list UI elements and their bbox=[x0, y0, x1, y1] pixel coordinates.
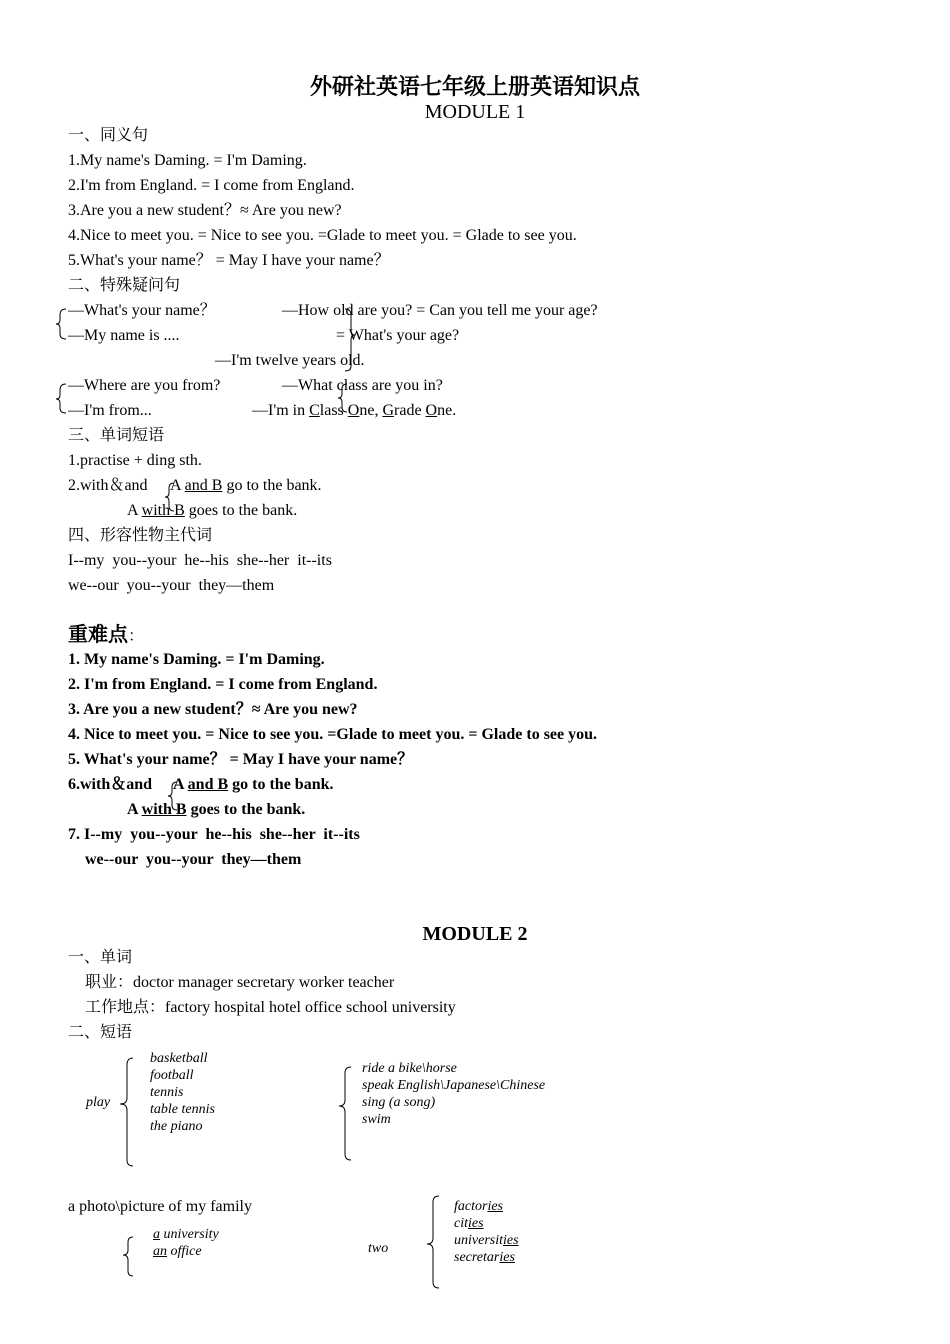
text-fragment: universit bbox=[454, 1233, 503, 1248]
page-title: 外研社英语七年级上册英语知识点 bbox=[309, 74, 640, 99]
verb-phrase: swim bbox=[362, 1112, 391, 1127]
left-brace bbox=[120, 1058, 133, 1166]
text-fragment: ne. bbox=[437, 402, 457, 419]
right-brace bbox=[345, 309, 355, 371]
text-fragment: goes to the bank. bbox=[184, 502, 298, 519]
section-heading: 一、同义句 bbox=[68, 127, 149, 144]
left-brace bbox=[338, 384, 347, 412]
underlined-phrase: and B bbox=[187, 776, 229, 793]
synonym-line: 3.Are you a new student？≈ Are you new? bbox=[68, 202, 342, 219]
key-point-line: 4. Nice to meet you. = Nice to see you. =Glade to meet you. = Glade to see you. bbox=[68, 726, 598, 743]
synonym-line: 4.Nice to meet you. = Nice to see you. =Glade to meet you. = Glade to see you. bbox=[68, 227, 577, 244]
underlined-letter: O bbox=[425, 402, 438, 419]
left-brace bbox=[427, 1196, 439, 1288]
text-fragment: A bbox=[127, 502, 142, 519]
question-line: —What class are you in? bbox=[282, 377, 443, 394]
key-point-line: 3. Are you a new student？≈ Are you new? bbox=[68, 701, 358, 718]
text-fragment: secretar bbox=[454, 1250, 500, 1265]
answer-line: —My name is .... bbox=[68, 327, 180, 344]
module1-heading: MODULE 1 bbox=[424, 101, 526, 123]
section-heading: 一、单词 bbox=[68, 949, 133, 966]
key-point-line: 6.with＆and bbox=[68, 776, 153, 793]
play-label: play bbox=[86, 1095, 111, 1110]
left-brace bbox=[168, 782, 177, 810]
underlined-phrase: and B bbox=[184, 477, 223, 494]
text-fragment: —I'm in bbox=[252, 402, 310, 419]
text-fragment: go to the bank. bbox=[228, 776, 334, 793]
text-fragment: ： bbox=[128, 628, 145, 645]
underlined-letter: O bbox=[347, 402, 360, 419]
section-heading: 三、单词短语 bbox=[68, 427, 165, 444]
key-point-line: 5. What's your name？ = May I have your name？ bbox=[68, 751, 414, 768]
plural-suffix: ies bbox=[503, 1233, 519, 1248]
play-item: table tennis bbox=[150, 1102, 215, 1117]
verb-phrase: sing (a song) bbox=[362, 1095, 436, 1110]
text-fragment: university bbox=[160, 1227, 219, 1242]
text-fragment: cit bbox=[454, 1216, 468, 1231]
key-point-line: 1. My name's Daming. = I'm Daming. bbox=[68, 651, 325, 668]
underlined-letter: C bbox=[309, 402, 320, 419]
text-fragment: rade bbox=[394, 402, 426, 419]
plural-suffix: ies bbox=[487, 1199, 504, 1214]
vocab-line: 职业：doctor manager secretary worker teacher bbox=[85, 974, 395, 991]
key-point-line: 7. I--my you--your he--his she--her it--its bbox=[68, 826, 360, 843]
plural-suffix: ies bbox=[499, 1250, 515, 1265]
section-heading: 四、形容性物主代词 bbox=[68, 527, 213, 544]
text-fragment: A bbox=[170, 477, 185, 494]
verb-phrase: speak English\Japanese\Chinese bbox=[362, 1078, 546, 1093]
pronoun-line: we--our you--your they—them bbox=[68, 577, 275, 594]
text-fragment: ne, bbox=[359, 402, 383, 419]
answer-line: —I'm twelve years old. bbox=[215, 352, 365, 369]
phrase-line: a photo\picture of my family bbox=[68, 1198, 252, 1215]
text-fragment: lass bbox=[319, 402, 348, 419]
underlined-phrase: with B bbox=[141, 502, 185, 519]
key-point-line: 2. I'm from England. = I come from England. bbox=[68, 676, 378, 693]
answer-line: —I'm from... bbox=[68, 402, 152, 419]
left-brace bbox=[56, 384, 66, 413]
underlined-letter: G bbox=[382, 402, 395, 419]
text-fragment: A bbox=[173, 776, 188, 793]
pronoun-line: I--my you--your he--his she--her it--its bbox=[68, 552, 332, 569]
question-line: —How old are you? = Can you tell me your age? bbox=[282, 302, 598, 319]
left-brace bbox=[123, 1237, 133, 1276]
text-fragment: A bbox=[127, 801, 142, 818]
underlined-phrase: with B bbox=[141, 801, 187, 818]
answer-line: = What's your age? bbox=[336, 327, 460, 344]
play-item: football bbox=[150, 1068, 194, 1083]
question-line: —What's your name？ bbox=[68, 302, 216, 319]
synonym-line: 5.What's your name？ = May I have your name？ bbox=[68, 252, 390, 269]
text-fragment: go to the bank. bbox=[222, 477, 322, 494]
synonym-line: 1.My name's Daming. = I'm Daming. bbox=[68, 152, 307, 169]
key-point-line: we--our you--your they—them bbox=[85, 851, 302, 868]
underlined-article: an bbox=[153, 1244, 167, 1259]
text-fragment: factor bbox=[454, 1199, 488, 1214]
module2-heading: MODULE 2 bbox=[422, 923, 528, 945]
section-heading: 二、特殊疑问句 bbox=[68, 277, 181, 294]
left-brace bbox=[56, 309, 66, 339]
left-brace bbox=[165, 483, 174, 511]
play-item: the piano bbox=[150, 1119, 203, 1134]
play-item: tennis bbox=[150, 1085, 184, 1100]
section-heading: 二、短语 bbox=[68, 1024, 133, 1041]
phrase-line: 2.with＆and bbox=[68, 477, 148, 494]
left-brace bbox=[339, 1067, 351, 1160]
synonym-line: 2.I'm from England. = I come from England. bbox=[68, 177, 355, 194]
phrase-line: 1.practise + ding sth. bbox=[68, 452, 202, 469]
plural-suffix: ies bbox=[468, 1216, 484, 1231]
play-item: basketball bbox=[150, 1051, 208, 1066]
text-fragment: 重难点 bbox=[68, 624, 128, 646]
verb-phrase: ride a bike\horse bbox=[362, 1061, 457, 1076]
text-fragment: goes to the bank. bbox=[186, 801, 306, 818]
underlined-article: a bbox=[153, 1227, 160, 1242]
vocab-line: 工作地点：factory hospital hotel office school university bbox=[85, 999, 456, 1016]
two-label: two bbox=[368, 1241, 389, 1256]
text-fragment: office bbox=[167, 1244, 202, 1259]
question-line: —Where are you from? bbox=[68, 377, 221, 394]
